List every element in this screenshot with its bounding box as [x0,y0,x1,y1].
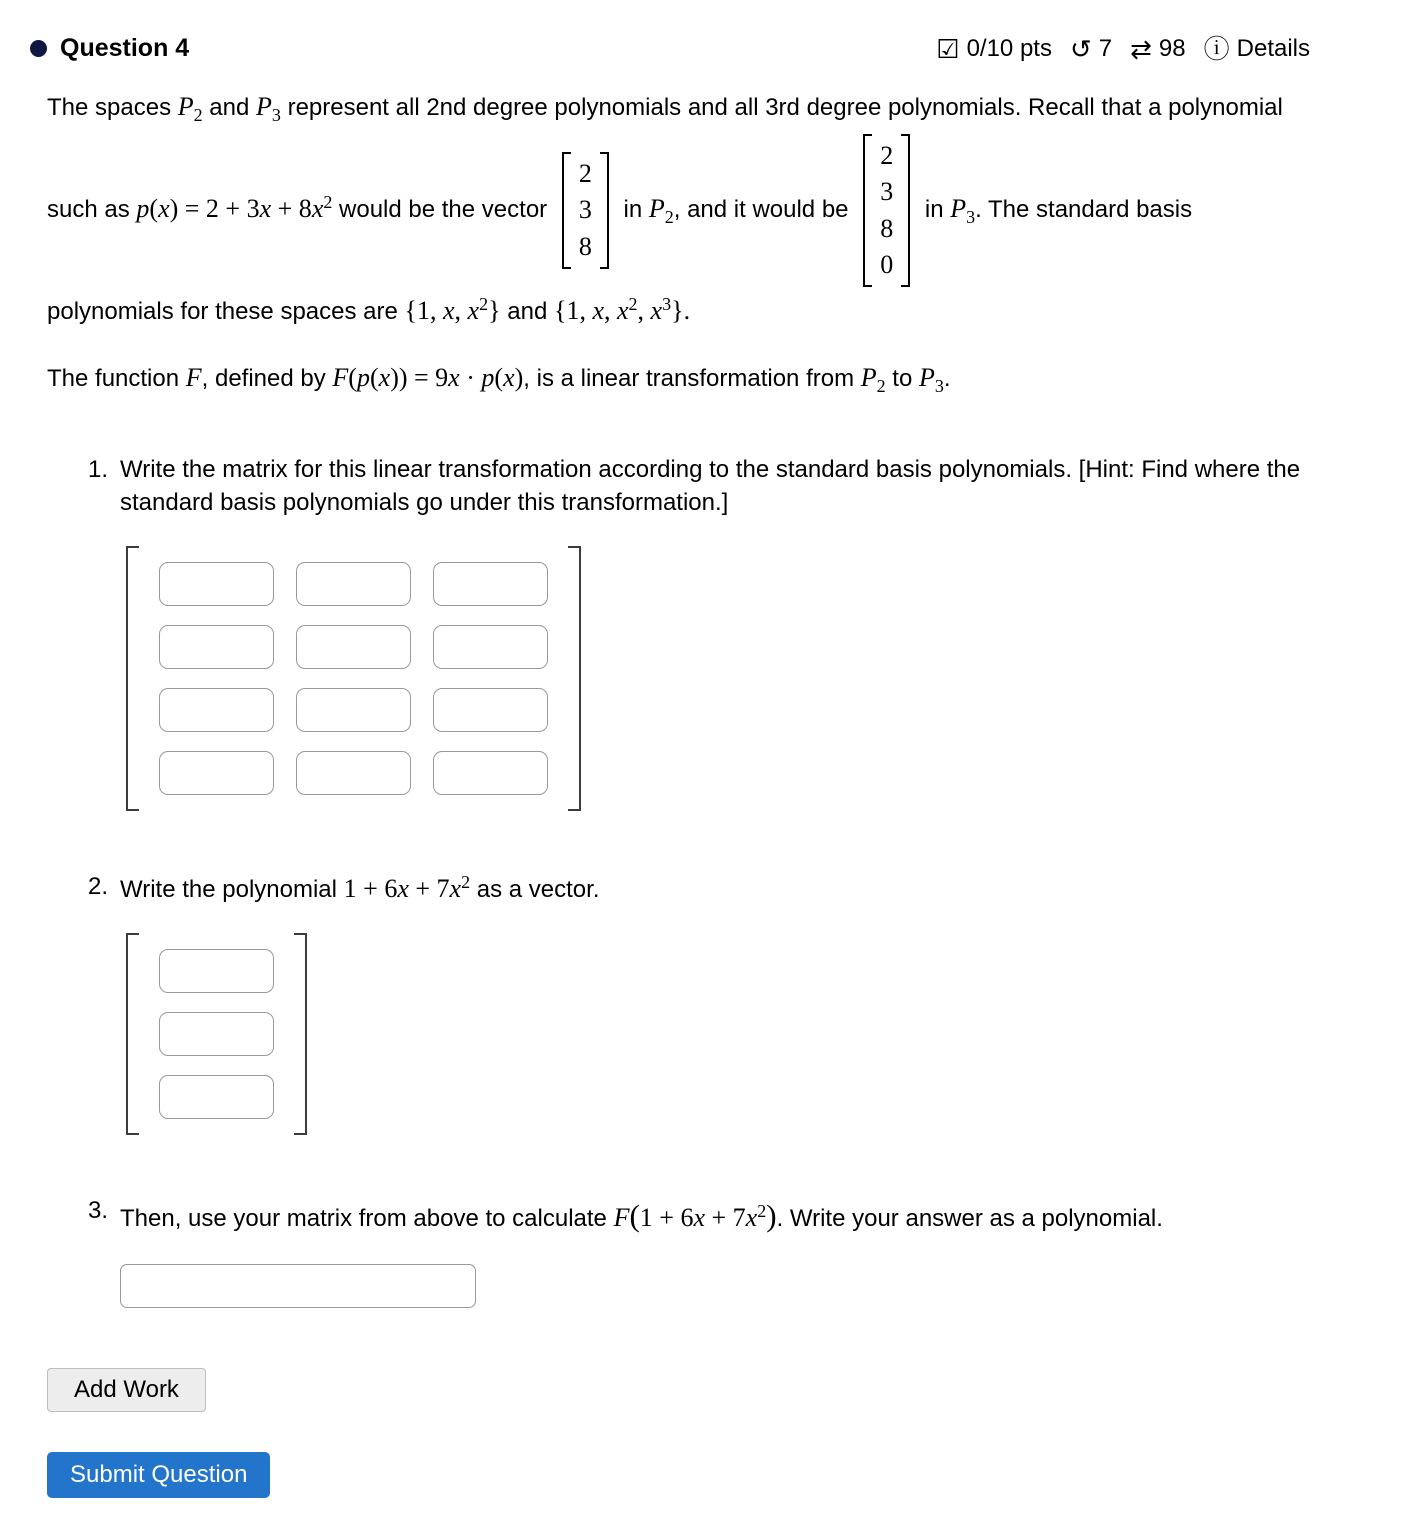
matrix-cell-input[interactable] [433,751,548,795]
details-link[interactable]: Details [1236,34,1310,62]
matrix-cell-input[interactable] [159,688,274,732]
math-segment: P [860,362,877,392]
text-segment: and [500,298,554,326]
matrix-cell-input[interactable] [296,562,411,606]
math-segment: 1 + 6 [639,1203,694,1233]
math-segment: , [637,296,651,326]
undo-count: 7 [1098,34,1113,62]
math-segment: F [185,362,202,392]
text-segment: Write the polynomial [120,875,344,903]
math-segment: · [459,362,482,392]
math-segment: {1, [553,296,593,326]
info-icon[interactable]: ⓘ [1203,33,1230,64]
question-status-dot [30,40,47,57]
text-segment: represent all 2nd degree polynomials and all 3rd degree polynomials. Recall that a polynomial such as [47,94,1283,224]
math-segment: , [604,296,617,326]
score-checkbox-icon: ☑ [936,33,960,64]
vector-entry: 2 [880,140,894,170]
math-segment: , [454,296,468,326]
vector-bracket-right [294,933,307,1135]
matrix-cell-input[interactable] [296,751,411,795]
math-segment: x [650,296,663,326]
math-segment: x [311,194,324,224]
math-segment: 2 [323,192,333,213]
question-item-1 [0,453,1428,818]
question-item-1-body [120,453,1310,818]
math-segment: 2 [876,375,886,396]
list-item-number: 3. [88,1197,109,1225]
list-item-number: 1. [88,455,109,483]
text-segment: . [943,364,951,392]
math-segment: x [617,296,629,326]
vector-entry: 2 [578,159,592,189]
text-segment: in [918,196,951,224]
question-item-2-body [120,870,1310,1142]
math-segment: + 7 [408,873,450,903]
math-segment: p [481,362,495,392]
math-segment: P [950,194,967,224]
text-segment: . Write your answer as a polynomial. [776,1205,1163,1233]
math-segment: ( [348,362,357,392]
math-segment: 3 [966,207,976,228]
matrix-bracket-right [568,546,581,811]
attempt-count: 98 [1158,34,1186,62]
question-item-3 [0,1194,1428,1307]
retry-arrows-icon: ⇄ [1130,33,1152,64]
matrix-cell-input[interactable] [159,751,274,795]
inline-column-vector [562,152,609,269]
polynomial-answer-input[interactable] [120,1264,476,1308]
matrix-cell-input[interactable] [296,688,411,732]
text-segment: Write the matrix for this linear transformation according to the standard basis polynomials. [Hint: Find where the standard basis polynomials go under this transformation.] [120,455,1301,517]
question-item-2 [0,870,1428,1142]
math-segment: ( [629,1198,640,1234]
matrix-cell-input[interactable] [296,625,411,669]
math-segment: ) = 2 + 3 [169,194,260,224]
math-segment: P [648,194,665,224]
math-segment: P [918,362,935,392]
text-segment: , and it would be [673,196,856,224]
math-segment: x [448,362,460,392]
attempts-group [1130,35,1186,63]
vector-answer-grid [139,933,294,1135]
add-work-button[interactable]: Add Work [47,1368,206,1412]
inline-column-vector [863,134,910,288]
list-item-number: 2. [88,872,109,900]
question-meta [936,35,1310,63]
text-segment: in [616,196,649,224]
math-segment: + 7 [705,1203,746,1233]
math-segment: + 8 [271,194,312,224]
text-segment: to [885,364,919,392]
math-segment: x [397,873,409,903]
text-segment: , defined by [201,364,333,392]
math-segment: x [592,296,604,326]
math-segment: {1, [404,296,443,326]
question-item-1-text [120,453,1310,520]
text-segment: would be the vector [332,196,554,224]
vector-entry: 8 [880,213,894,243]
vector-answer [126,933,307,1135]
vector-entry: 3 [880,177,894,207]
math-segment: x [259,194,272,224]
matrix-cell-input[interactable] [159,625,274,669]
math-segment: x [745,1203,758,1233]
math-segment: F [613,1203,630,1233]
math-segment: 3 [271,105,281,125]
matrix-cell-input[interactable] [159,562,274,606]
question-header [0,0,1428,69]
question-item-2-text [120,870,1310,907]
math-segment: x [158,194,170,224]
vector-bracket-left [562,152,571,269]
points-text: 0/10 pts [966,34,1052,62]
vector-cell-input[interactable] [159,949,274,993]
math-segment: x [467,296,480,326]
vector-bracket-left [126,933,139,1135]
vector-cell-input[interactable] [159,1075,274,1119]
vector-entry: 0 [880,250,894,280]
math-segment: ) [766,1198,777,1234]
text-segment: The spaces [47,94,178,121]
vector-entry: 8 [578,231,592,261]
math-segment: 2 [757,1201,767,1222]
math-segment: x [503,362,515,392]
math-segment: 2 [479,294,489,315]
matrix-answer [126,546,581,811]
matrix-cell-input[interactable] [433,625,548,669]
math-segment: 3 [934,375,944,396]
math-segment: p [356,362,370,392]
question-item-3-text [120,1194,1310,1237]
math-segment: } [488,296,501,326]
math-segment: F [332,362,349,392]
matrix-bracket-left [126,546,139,811]
vector-cell-input[interactable] [159,1012,274,1056]
math-segment: x [443,296,455,326]
math-segment: }. [671,296,691,326]
math-segment: ( [149,194,159,224]
details-group[interactable] [1204,35,1310,63]
vector-entry: 3 [578,195,592,225]
text-segment: , is a linear transformation from [523,364,861,392]
vector-bracket-right [901,134,910,288]
math-segment: P [256,92,272,121]
math-segment: ( [494,362,504,392]
text-segment: Then, use your matrix from above to calculate [120,1205,614,1233]
vector-bracket-left [863,134,872,288]
math-segment: ( [369,362,379,392]
intro-paragraph-2 [0,358,1428,401]
undo-icon: ↺ [1069,33,1092,64]
matrix-cell-input[interactable] [433,688,548,732]
text-segment: . The standard basis polynomials for these spaces are [47,196,1193,326]
submit-question-button[interactable]: Submit Question [47,1452,270,1498]
math-segment: )) = 9 [390,362,449,392]
math-segment: 2 [664,207,674,228]
vector-bracket-right [600,152,609,269]
math-segment: ) [514,362,524,392]
intro-paragraph-1 [0,87,1428,332]
math-segment: P [177,92,194,121]
vector-entries [872,134,901,288]
question-item-3-body [120,1194,1310,1307]
score-group [936,35,1052,63]
vector-entries [571,152,600,269]
question-title: Question 4 [60,34,190,62]
math-segment: x [449,873,462,903]
text-segment: The function [47,364,186,392]
math-segment: 3 [662,294,672,315]
undo-group [1070,35,1112,63]
math-segment: 2 [628,294,638,315]
text-segment: as a vector. [470,875,600,903]
matrix-cell-input[interactable] [433,562,548,606]
math-segment: 2 [461,871,471,892]
math-segment: x [693,1203,705,1233]
matrix-answer-grid [139,546,568,811]
math-segment: 2 [193,105,203,125]
math-segment: 1 + 6 [343,873,398,903]
math-segment: p [136,194,150,224]
text-segment: and [202,94,257,121]
math-segment: x [378,362,391,392]
